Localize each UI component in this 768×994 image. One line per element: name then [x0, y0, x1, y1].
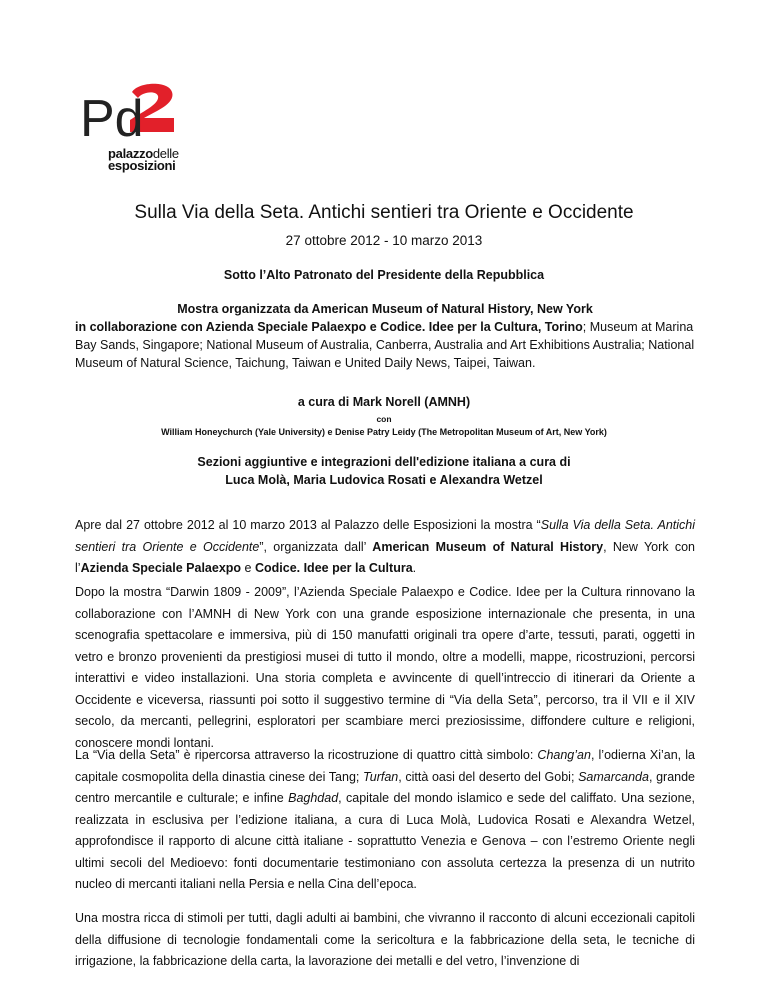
paragraph-3: [75, 745, 695, 896]
p1-text-b: ”, organizzata dall’: [259, 539, 373, 554]
p3-text-e: , capitale del mondo islamico e sede del califfato. Una sezione, realizzata in esclusiva per l’edizione italiana, a cura di Luca Molà, Ludovica Rosati e Alexandra Wetzel, approfondisce il rapporto di alcune città italiane - soprattutto Venezia e Genova – con l’estremo Oriente negli ultimi secoli del Medioevo: fonti documentarie testimoniano con assoluta certezza la presenza di un nutrito nucleo di mercanti italiani nella Persia e nella Cina dell’epoca.: [75, 791, 695, 891]
p1-bold-amnh: American Museum of Natural History: [372, 539, 604, 554]
p3-text-a: La “Via della Seta” è ripercorsa attraverso la ricostruzione di quattro città simbolo:: [75, 748, 538, 762]
curator-con: con: [376, 414, 392, 424]
patronage-line: Sotto l’Alto Patronato del Presidente della Repubblica: [223, 268, 545, 282]
p3-italic-baghdad: Baghdad: [288, 791, 339, 805]
p1-text-e: .: [412, 561, 417, 575]
organizers-line-1: Mostra organizzata da American Museum of Natural History, New York: [177, 302, 593, 316]
p3-text-b: , l’odierna Xi’an, la capitale cosmopolita della dinastia cinese dei Tang;: [75, 748, 695, 784]
p1-italic-title: Sulla Via della Seta. Antichi sentieri tra Oriente e Occidente: [75, 518, 695, 554]
logo-word-bold: palazzo: [108, 146, 153, 161]
sections-line-2: Luca Molà, Maria Ludovica Rosati e Alexandra Wetzel: [225, 473, 543, 487]
organizers-line-2-bold: in collaborazione con Azienda Speciale Palaexpo e Codice. Idee per la Cultura, Torino: [75, 320, 583, 334]
p3-text-c: , città oasi del deserto del Gobi;: [398, 769, 579, 784]
organizers-block: [75, 300, 695, 372]
logo-letters: Pd: [80, 90, 144, 148]
logo-word-rest: delle: [152, 146, 179, 161]
curator-others: William Honeychurch (Yale University) e Denise Patry Leidy (The Metropolitan Museum of Art, New York): [161, 427, 607, 437]
curator-main: a cura di Mark Norell (AMNH): [297, 395, 471, 409]
p3-italic-changan: Chang’an: [537, 748, 591, 762]
paragraph-1: [75, 515, 695, 580]
p3-italic-samarcanda: Samarcanda: [578, 769, 649, 784]
p1-text-c: , New York con l’: [75, 539, 696, 575]
paragraph-2: Dopo la mostra “Darwin 1809 - 2009”, l’Azienda Speciale Palaexpo e Codice. Idee per la Cultura rinnovano la collaborazione con l’AMNH di New York con una grande esposizione internazionale che presenta, in una scenografia spettacolare e immersiva, più di 150 manufatti originali tra opere d’arte, tessuti, parati, oggetti in vetro e bronzo provenienti da prestigiosi musei di tutto il mondo, oltre a modelli, mappe, ricostruzioni, percorsi interattivi e video installazioni. Una storia completa e avvincente di quell’intreccio di itinerari da Oriente a Occidente e viceversa, riassunti poi sotto il suggestivo termine di “Via della Seta”, percorso, tra il VII e il XIV secolo, da mercanti, pellegrini, esploratori per scambiare merci preziosissime, diffondere culture e religioni, conoscere mondi lontani.: [75, 585, 695, 750]
p1-text-d: e: [241, 561, 255, 575]
p1-bold-palaexpo: Azienda Speciale Palaexpo: [80, 561, 242, 575]
sections-line-1: Sezioni aggiuntive e integrazioni dell'edizione italiana a cura di: [197, 455, 571, 469]
page-title: Sulla Via della Seta. Antichi sentieri tra Oriente e Occidente: [134, 202, 634, 223]
paragraph-4: Una mostra ricca di stimoli per tutti, dagli adulti ai bambini, che vivranno il racconto di alcuni eccezionali capitoli della diffusione di tecnologie fondamentali come la sericoltura e la fabbricazione della seta, le tecniche di irrigazione, la fabbricazione della carta, la lavorazione dei metalli e del vetro, l’invenzione di: [75, 911, 695, 968]
p3-text-d: , grande centro mercantile e culturale; e infine: [75, 769, 696, 805]
exhibition-dates: 27 ottobre 2012 - 10 marzo 2013: [285, 233, 483, 248]
p1-bold-codice: Codice. Idee per la Cultura: [254, 561, 413, 575]
p3-italic-turfan: Turfan: [363, 769, 399, 784]
logo-wordmark: [108, 148, 179, 172]
organizers-line-2-rest: ; Museum at Marina Bay Sands, Singapore; National Museum of Australia, Canberra, Australia and Art Exhibitions Australia; National Museum of Natural Science, Taichung, Taiwan e United Daily News, Taipei, Taiwan.: [75, 320, 695, 370]
logo-word-2: esposizioni: [108, 158, 176, 173]
p1-text-a: Apre dal 27 ottobre 2012 al 10 marzo 2013 al Palazzo delle Esposizioni la mostra “: [75, 518, 541, 532]
pd-logo-icon: [80, 78, 200, 148]
